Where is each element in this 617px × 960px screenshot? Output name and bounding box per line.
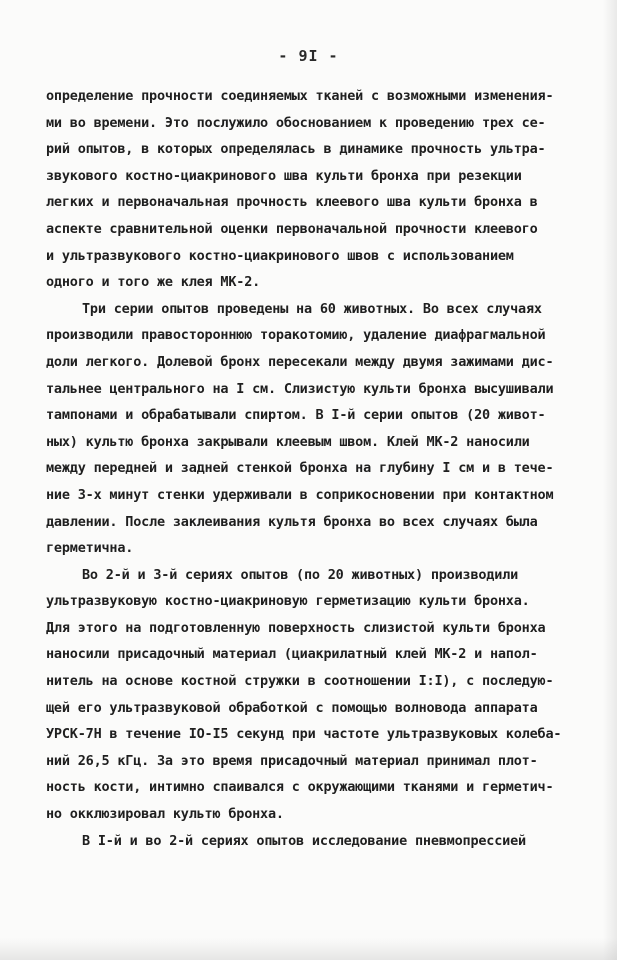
paragraph-first-line: В I-й и во 2-й сериях опытов исследование пневмопрессией [82, 832, 526, 849]
text-line: ми во времени. Это послужило обоснованием к проведению трех се- [46, 114, 546, 131]
text-line: наносили присадочный материал (циакрилатный клей МК-2 и напол- [46, 646, 538, 663]
text-line: тальнее центрального на I см. Слизистую культи бронха высушивали [46, 380, 554, 397]
text-line: давлении. После заклеивания культя бронха во всех случаях была [46, 513, 538, 530]
text-line: щей его ультразвуковой обработкой с помощью волновода аппарата [46, 699, 538, 716]
text-line: определение прочности соединяемых тканей с возможными изменения- [46, 88, 554, 104]
page-number: - 9I - [278, 47, 339, 65]
text-line: УРСК-7Н в течение IO-I5 секунд при частоте ультразвуковых колеба- [46, 726, 562, 743]
text-line: ных) культю бронха закрывали клеевым швом. Клей МК-2 наносили [46, 433, 530, 450]
paragraph-first-line: Во 2-й и 3-й сериях опытов (по 20 животных) производили [82, 566, 519, 583]
text-line: звукового костно-циакринового шва культи бронха при резекции [46, 167, 522, 184]
text-line: ультразвуковую костно-циакриновую герметизацию культи бронха. [46, 593, 530, 610]
text-line: и ультразвукового костно-циакринового швов с использованием [46, 247, 514, 264]
text-line: рий опытов, в которых определялась в динамике прочность ультра- [46, 141, 546, 158]
text-line: но окклюзировал культю бронха. [46, 806, 284, 823]
text-line: ний 26,5 кГц. За это время присадочный материал принимал плот- [46, 752, 538, 769]
text-line: герметична. [46, 540, 134, 557]
paragraph-first-line: Три серии опытов проведены на 60 животных. Во всех случаях [82, 300, 542, 317]
page-bottom-shadow [0, 938, 617, 960]
page-edge-shadow [603, 0, 617, 960]
text-line: между передней и задней стенкой бронха на глубину I см и в тече- [46, 460, 554, 477]
text-line: тампонами и обрабатывали спиртом. В I-й серии опытов (20 живот- [46, 407, 546, 424]
text-line: легких и первоначальная прочность клеевого шва культи бронха в [46, 194, 538, 211]
body-text [46, 83, 576, 854]
text-line: производили правостороннюю торакотомию, удаление диафрагмальной [46, 327, 546, 344]
text-line: Для этого на подготовленную поверхность слизистой культи бронха [46, 619, 546, 636]
text-line: одного и того же клея МК-2. [46, 274, 261, 291]
text-line: ние 3-х минут стенки удерживали в соприкосновении при контактном [46, 486, 554, 503]
text-line: доли легкого. Долевой бронх пересекали между двумя зажимами дис- [46, 353, 554, 370]
text-line: аспекте сравнительной оценки первоначальной прочности клеевого [46, 220, 538, 237]
text-line: нитель на основе костной стружки в соотношении I:I), с последую- [46, 673, 554, 690]
text-line: ность кости, интимно спаивался с окружающими тканями и герметич- [46, 779, 554, 796]
